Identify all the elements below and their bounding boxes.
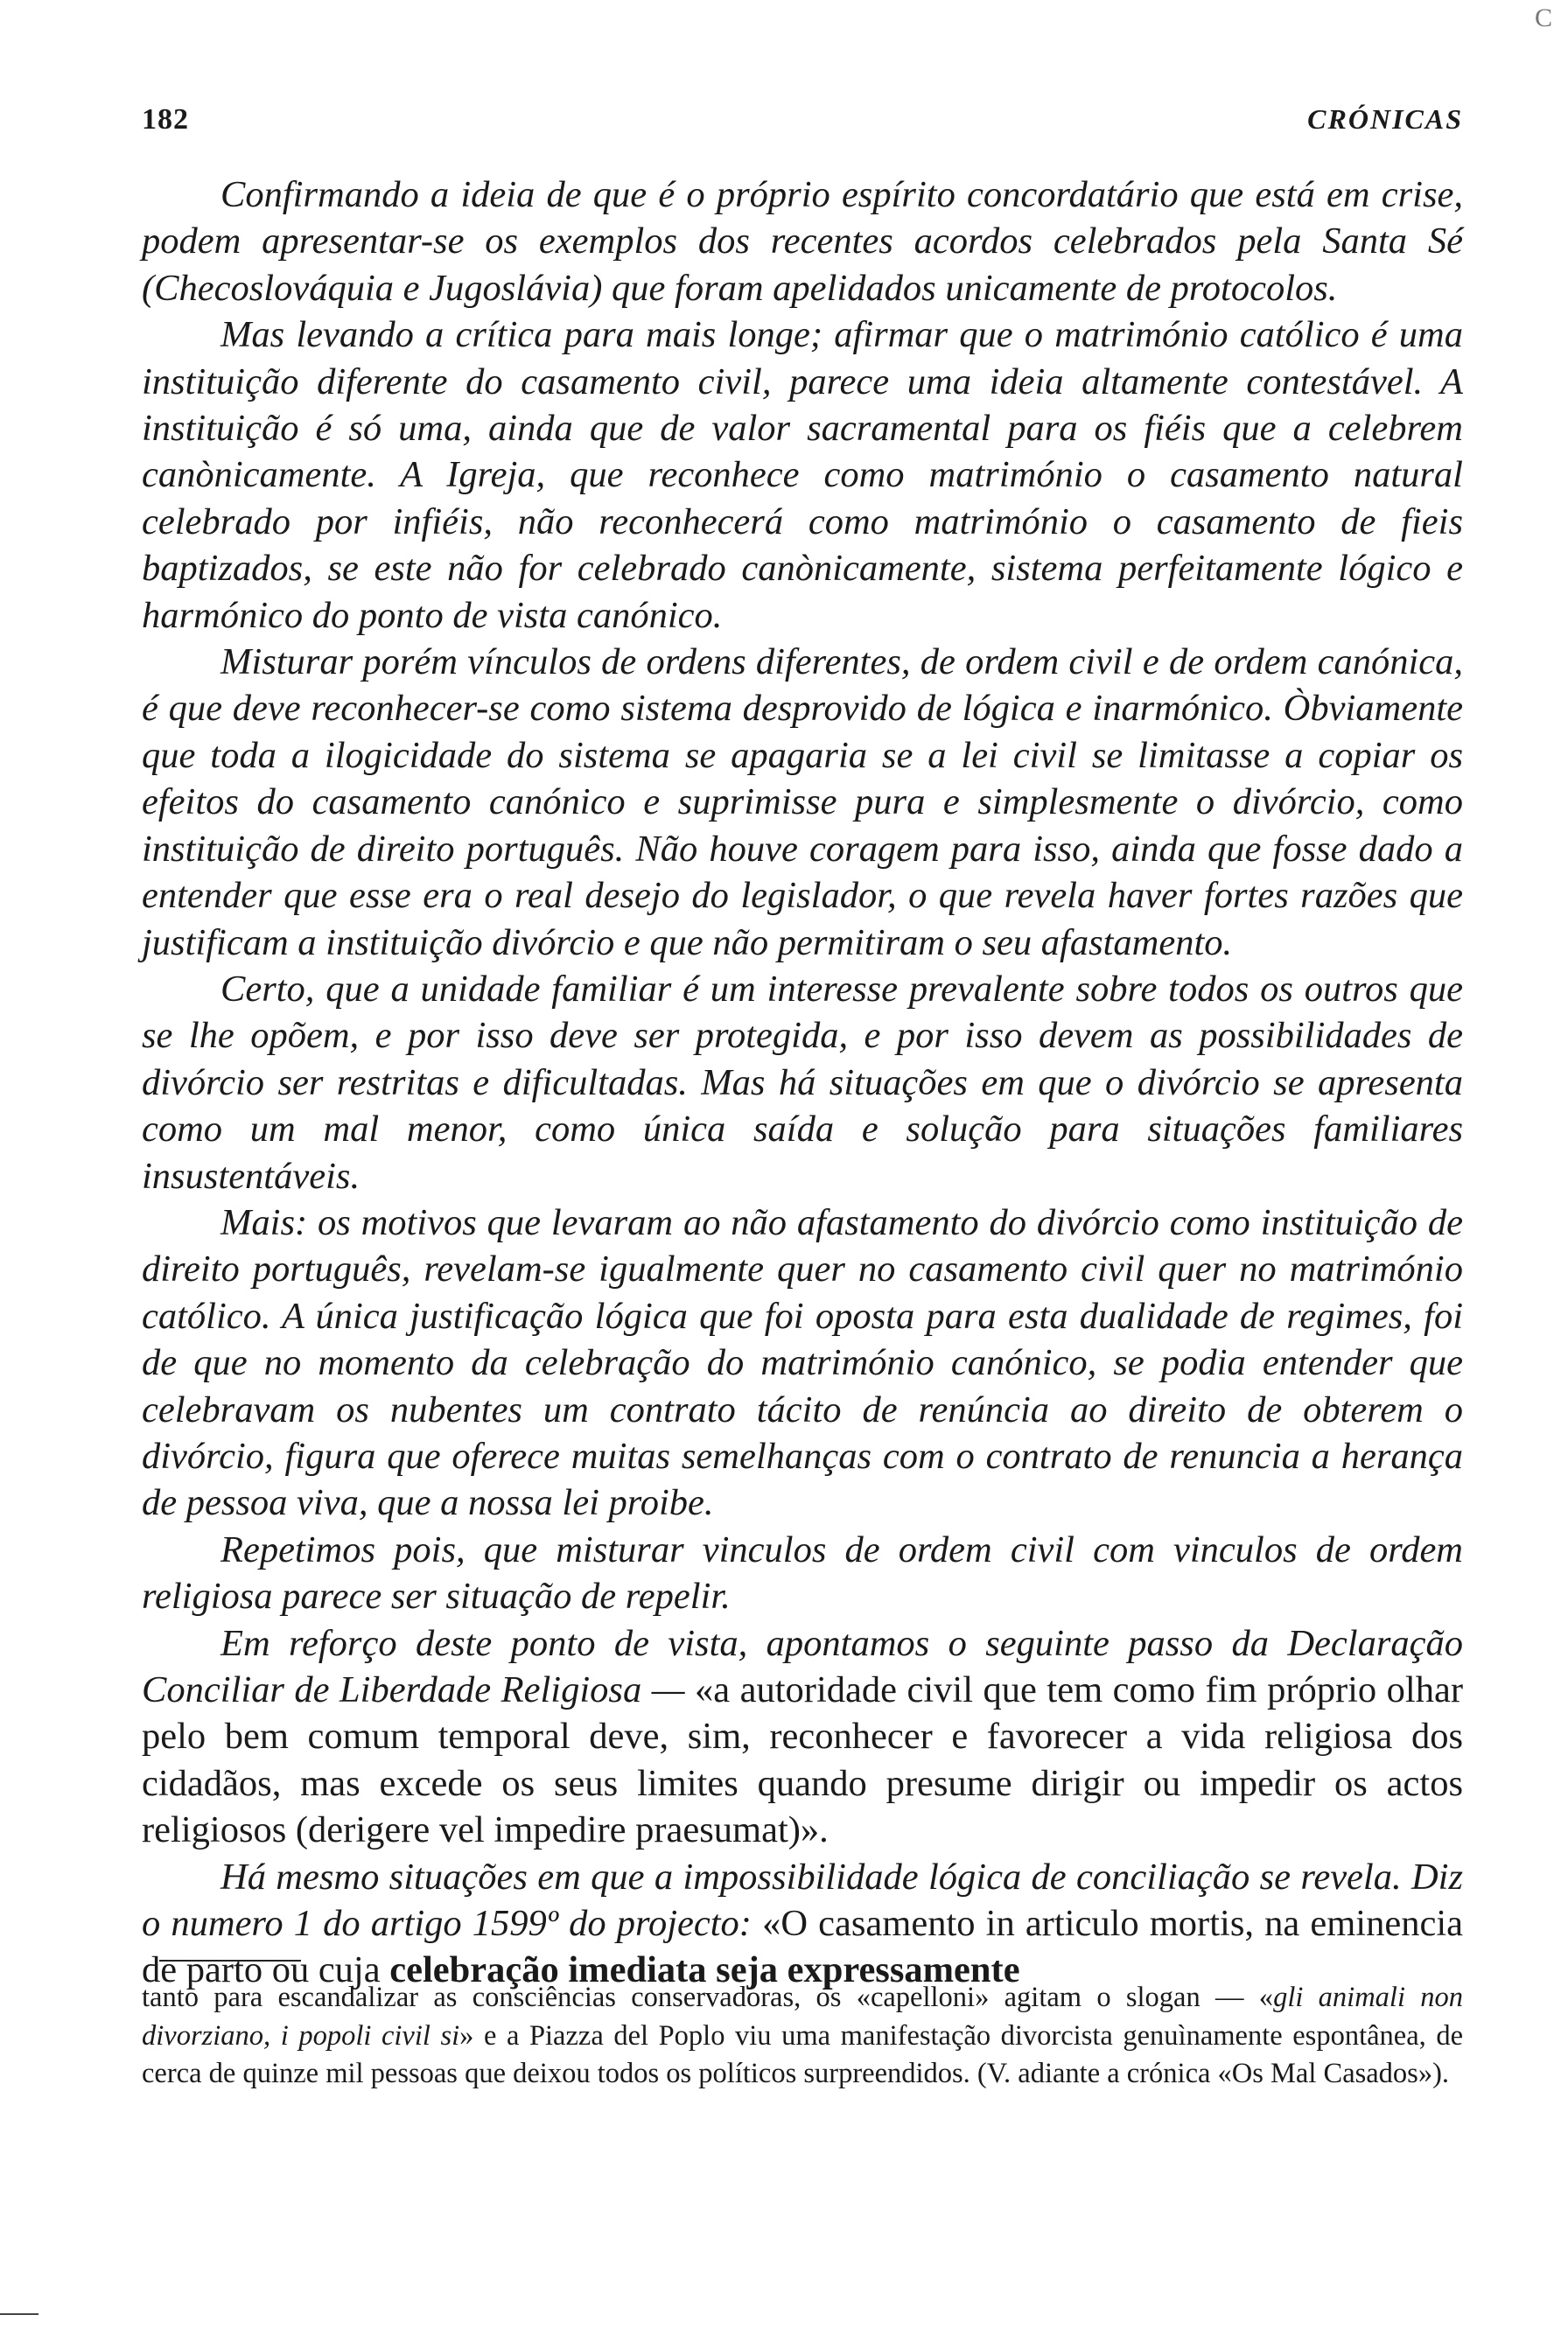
paragraph-8-italic: Há mesmo situações em que a impossibilidade lógica de conciliação se revela. Diz o numero 1 do artigo 1599º do projecto: (142, 1856, 1463, 1945)
paragraph-5: Mais: os motivos que levaram ao não afastamento do divórcio como instituição de direito português, revelam-se igualmente quer no casamento civil quer no matrimónio católico. A única justificação lógica que foi oposta para esta dualidade de regimes, foi de que no momento da celebração do matrimónio canónico, se podia entender que celebravam os nubentes um contrato tácito de renúncia ao direito de obterem o divórcio, figura que oferece muitas semelhanças com o contrato de renuncia a herança de pessoa viva, que a nossa lei proibe. (142, 1201, 1463, 1524)
paragraph-2: Mas levando a crítica para mais longe; afirmar que o matrimónio católico é uma instituição diferente do casamento civil, parece uma ideia altamente contestável. A instituição é só uma, ainda que de valor sacramental para os fiéis que a celebrem canònicamente. A Igreja, que reconhece como matrimónio o casamento natural celebrado por infiéis, não reconhecerá como matrimónio o casamento de fieis baptizados, se este não for celebrado canònicamente, sistema perfeitamente lógico e harmónico do ponto de vista canónico. (142, 314, 1463, 636)
paragraph-7-italic: Em reforço deste ponto de vista, apontamos o seguinte passo da Declaração Conciliar de Liberdade Religiosa — (142, 1622, 1463, 1710)
footnote-text-2: » e a Piazza del Poplo viu uma manifestação divorcista genuìnamente espontânea, de cerca de quinze mil pessoas que deixou todos os políticos surpreendidos. (V. adiante a crónica «Os Mal Casados»). (142, 2019, 1463, 2089)
scan-edge-mark (0, 2313, 38, 2315)
paragraph-8-bold: celebração imediata seja expressamente (389, 1949, 1020, 1991)
page-header (142, 103, 1463, 147)
paragraph-8 (142, 1854, 1463, 1994)
paragraph-1: Confirmando a ideia de que é o próprio espírito concordatário que está em crise, podem apresentar-se os exemplos dos recentes acordos celebrados pela Santa Sé (Checoslováquia e Jugoslávia) que foram apelidados unicamente de protocolos. (142, 174, 1463, 309)
footnote-slogan: gli animali non divorziano, i popoli civil si (142, 1982, 1464, 2052)
footnote-text-1: tanto para escandalizar as consciências conservadoras, os «capelloni» agitam o slogan — « (142, 1982, 1274, 2013)
paragraph-8-quote: «O casamento in articulo mortis, na eminencia de parto ou cuja (142, 1903, 1463, 1991)
running-head: CRÓNICAS (1307, 103, 1463, 135)
footnote-divider (159, 1960, 301, 1962)
page-number: 182 (142, 103, 189, 136)
paragraph-3: Misturar porém vínculos de ordens diferentes, de ordem civil e de ordem canónica, é que deve reconhecer-se como sistema desprovido de lógica e inarmónico. Òbviamente que toda a ilogicidade do sistema se apagaria se a lei civil se limitasse a copiar os efeitos do casamento canónico e suprimisse pura e simplesmente o divórcio, como instituição de direito português. Não houve coragem para isso, ainda que fosse dado a entender que esse era o real desejo do legislador, o que revela haver fortes razões que justificam a instituição divórcio e que não permitiram o seu afastamento. (142, 641, 1463, 963)
footnote (142, 1979, 1463, 2094)
corner-mark: C (1534, 3, 1552, 32)
paragraph-7-quote: «a autoridade civil que tem como fim próprio olhar pelo bem comum temporal deve, sim, reconhecer e favorecer a vida religiosa dos cidadãos, mas excede os seus limites quando presume dirigir ou impedir os actos religiosos (derigere vel impedire praesumat)». (142, 1669, 1464, 1851)
body-text (142, 171, 1463, 1994)
paragraph-7 (142, 1620, 1463, 1854)
paragraph-4: Certo, que a unidade familiar é um interesse prevalente sobre todos os outros que se lhe opõem, e por isso deve ser protegida, e por isso devem as possibilidades de divórcio ser restritas e dificultadas. Mas há situações em que o divórcio se apresenta como um mal menor, como única saída e solução para situações familiares insustentáveis. (142, 968, 1463, 1197)
paragraph-6: Repetimos pois, que misturar vinculos de ordem civil com vinculos de ordem religiosa parece ser situação de repelir. (142, 1528, 1463, 1618)
